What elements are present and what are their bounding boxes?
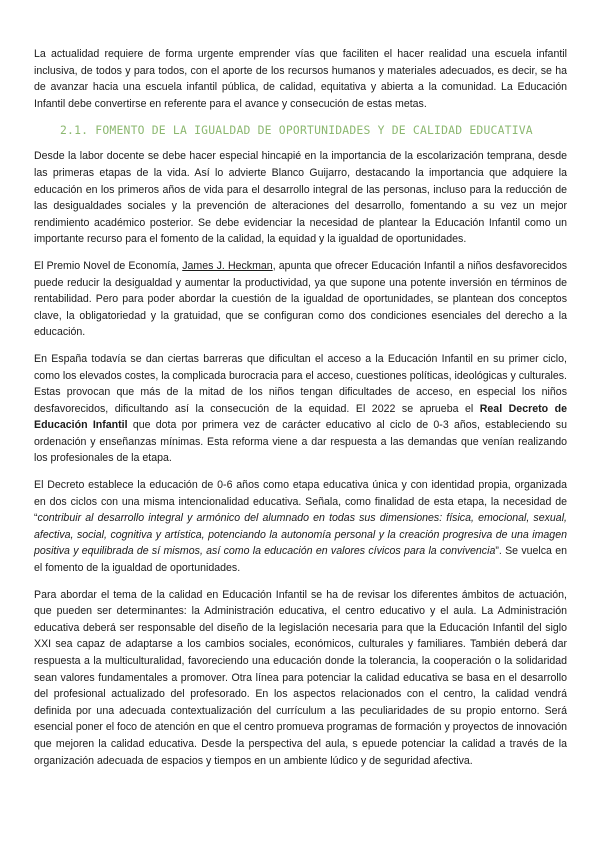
text-span: El Decreto establece la educación de 0-6 años como etapa educativa única y con identidad propia, organizada en dos ciclos con una misma intencionalidad educativa. Señala, como finalidad de esta etapa, la necesidad de “ — [34, 479, 567, 525]
paragraph-spain-barriers — [34, 351, 567, 467]
text-span: El Premio Novel de Economía, — [34, 259, 183, 272]
heckman-link[interactable]: James J. Heckman — [182, 259, 273, 272]
section-heading: 2.1. FOMENTO DE LA IGUALDAD DE OPORTUNIDADES Y DE CALIDAD EDUCATIVA — [60, 123, 533, 138]
paragraph-intro: La actualidad requiere de forma urgente emprender vías que faciliten el hacer realidad una escuela infantil inclusiva, de todos y para todos, con el aporte de los recursos humanos y materiales adecuados, es decir, se ha de avanzar hacia una escuela infantil pública, de calidad, equitativa y abierta a la comunidad. La Educación Infantil debe convertirse en referente para el avance y consecución de estas metas. — [34, 48, 567, 110]
text-span: , apunta que ofrecer Educación Infantil a niños desfavorecidos puede reducir la desigualdad y aumentar la productividad, ya que supone una potente inversión en términos de rentabilidad. Pero para poder abordar la cuestión de la igualdad de oportunidades, se plantean dos conceptos clave, la obligatoriedad y la gratuidad, que se configuran como dos condiciones esenciales del derecho a la educación. — [34, 259, 568, 339]
paragraph-quality: Para abordar el tema de la calidad en Educación Infantil se ha de revisar los diferentes ámbitos de actuación, que pueden ser determinantes: la Administración educativa, el centro educativo y el aula. La Administración educativa deberá ser responsable del diseño de la legislación necesaria para que la Educación Infantil del siglo XXI sea capaz de adaptarse a los cambios sociales, económicos, culturales y familiares. También deberá dar respuesta a la multiculturalidad, favoreciendo una educación donde la tolerancia, la cooperación o la solidaridad sean valores fundamentales a promover. Otra línea para potenciar la calidad educativa se basa en el desarrollo del profesional actualizado del profesorado. En los aspectos relacionados con el centro, la calidad vendrá definida por una adecuada contextualización del currículum a las peculiaridades de su propio entorno. Será esencial poner el foco de atención en que el centro promueva programas de formación y proyectos de innovación que mejoren la calidad educativa. Desde la perspectiva del aula, s epuede potenciar la calidad a través de la organización adecuada de espacios y tiempos en un ambiente lúdico y de seguridad afectiva. — [34, 588, 567, 767]
paragraph-decree — [34, 477, 567, 577]
text-span: ”. Se vuelca en el fomento de la igualdad de oportunidades. — [34, 545, 568, 575]
bold-text: Real Decreto de Educación Infantil — [34, 402, 567, 432]
text-span: En España todavía se dan ciertas barreras que dificultan el acceso a la Educación Infantil en su primer ciclo, como los elevados costes, la complicada burocracia para el acceso, cuestiones políticas, ideológicas y culturales. Estas provocan que más de la mitad de los niños tengan dificultades de acceso, en especial los niños desfavorecidos, dificultando así la consecución de la equidad. El 2022 se aprueba el — [34, 352, 567, 415]
paragraph-heckman — [34, 258, 567, 341]
document-page — [34, 46, 567, 779]
italic-quote: contribuir al desarrollo integral y armónico del alumnado en todas sus dimensiones: física, emocional, sexual, afectiva, social, cognitiva y artística, potenciando la autonomía personal y la creación progresiva de una imagen positiva y equilibrada de sí mismos, así como la educación en valores cívicos para la convivencia — [34, 512, 567, 558]
text-span: que dota por primera vez de carácter educativo al ciclo de 0-3 años, estableciendo su ordenación y enseñanzas mínimas. Esta reforma viene a dar respuesta a las demandas que venían realizando los profesionales de la etapa. — [34, 419, 567, 465]
paragraph-early-schooling: Desde la labor docente se debe hacer especial hincapié en la importancia de la escolarización temprana, desde las primeras etapas de la vida. Así lo advierte Blanco Guijarro, destacando la importancia que adquiere la educación en los primeros años de vida para el desarrollo integral de las personas, incluso para la reducción de las desigualdades sociales y la prevención de alteraciones del desarrollo, fomentando a su vez un mejor rendimiento académico posterior. Se debe evidenciar la necesidad de plantear la Educación Infantil como un importante recurso para el fomento de la calidad, la equidad y la igualdad de oportunidades. — [34, 150, 567, 246]
